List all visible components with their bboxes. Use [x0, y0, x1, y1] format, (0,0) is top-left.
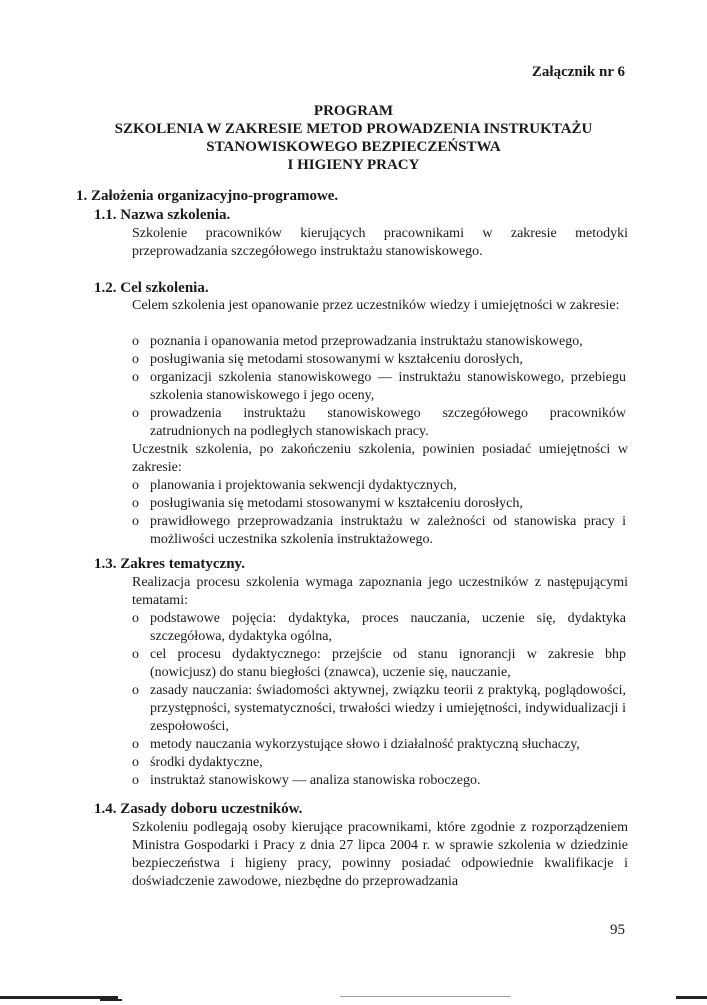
- scan-edge-mark: [676, 996, 707, 999]
- bullet-icon: o: [132, 478, 139, 493]
- section-1-2-intro: Celem szkolenia jest opanowanie przez uczestników wiedzy i umiejętności w zakresie:: [132, 298, 620, 313]
- section-1-2-intro-2: Uczestnik szkolenia, po zakończeniu szkolenia, powinien posiadać umiejętności w zakresie:: [132, 442, 628, 475]
- list-item: o poznania i opanowania metod przeprowadzania instruktażu stanowiskowego,: [132, 334, 583, 349]
- list-item: o środki dydaktyczne,: [132, 755, 263, 770]
- section-1-heading: 1. Założenia organizacyjno-programowe.: [76, 188, 339, 204]
- bullet-icon: o: [132, 737, 139, 752]
- list-item: o organizacji szkolenia stanowiskowego — instruktażu stanowiskowego, przebiegu szkolenia stanowiskowego i jego oceny,: [132, 370, 626, 403]
- section-1-1-text: Szkolenie pracowników kierujących pracownikami w zakresie metodyki przeprowadzania szczegółowego instruktażu stanowiskowego.: [132, 226, 628, 259]
- bullet-icon: o: [132, 514, 139, 529]
- section-1-3-intro: Realizacja procesu szkolenia wymaga zapoznania jego uczestników z następującymi tematami:: [132, 575, 628, 608]
- list-item: o podstawowe pojęcia: dydaktyka, proces nauczania, uczenie się, dydaktyka szczegółowa, dydaktyka ogólna,: [132, 611, 626, 644]
- list-item: o prawidłowego przeprowadzania instruktażu w zależności od stanowiska pracy i możliwości uczestnika szkolenia instruktażowego.: [132, 514, 626, 547]
- section-1-2-heading: 1.2. Cel szkolenia.: [94, 280, 209, 296]
- title-line-3: STANOWISKOWEGO BEZPIECZEŃSTWA: [206, 139, 501, 155]
- scan-edge-mark: [100, 999, 122, 1001]
- page-number: 95: [610, 922, 625, 938]
- section-1-1-heading: 1.1. Nazwa szkolenia.: [94, 207, 231, 223]
- bullet-icon: o: [132, 647, 139, 662]
- section-1-4-text: Szkoleniu podlegają osoby kierujące pracownikami, które zgodnie z rozporządzeniem Ministra Gospodarki i Pracy z dnia 27 lipca 2004 r. w sprawie szkolenia w dziedzinie bezpieczeństwa i higieny pracy, powinny posiadać odpowiednie kwalifikacje i doświadczenie zawodowe, niezbędne do przeprowadzania: [132, 820, 628, 889]
- list-item: o cel procesu dydaktycznego: przejście od stanu ignorancji w zakresie bhp (nowicjusz) do stanu biegłości (znawca), uczenie się, nauczanie,: [132, 647, 626, 680]
- scan-edge-mark: [340, 996, 510, 997]
- title-line-4: I HIGIENY PRACY: [287, 157, 420, 173]
- section-1-3-heading: 1.3. Zakres tematyczny.: [94, 556, 245, 572]
- list-item: o prowadzenia instruktażu stanowiskowego szczegółowego pracowników zatrudnionych na podległych stanowiskach pracy.: [132, 406, 626, 439]
- list-item: o posługiwania się metodami stosowanymi w kształceniu dorosłych,: [132, 496, 523, 511]
- list-item: o metody nauczania wykorzystujące słowo i działalność praktyczną słuchaczy,: [132, 737, 580, 752]
- bullet-icon: o: [132, 334, 139, 349]
- bullet-icon: o: [132, 773, 139, 788]
- bullet-icon: o: [132, 406, 139, 421]
- list-item: o zasady nauczania: świadomości aktywnej, związku teorii z praktyką, poglądowości, przystępności, systematyczności, trwałości wiedzy i umiejętności, indywidualizacji i zespołowości,: [132, 683, 626, 734]
- annex-label: Załącznik nr 6: [531, 64, 625, 80]
- bullet-icon: o: [132, 611, 139, 626]
- section-1-4-heading: 1.4. Zasady doboru uczestników.: [94, 801, 303, 817]
- title-line-2: SZKOLENIA W ZAKRESIE METOD PROWADZENIA INSTRUKTAŻU: [114, 121, 593, 137]
- list-item: o planowania i projektowania sekwencji dydaktycznych,: [132, 478, 457, 493]
- title-line-1: PROGRAM: [313, 103, 394, 119]
- bullet-icon: o: [132, 352, 139, 367]
- bullet-icon: o: [132, 496, 139, 511]
- bullet-icon: o: [132, 370, 139, 385]
- list-item: o instruktaż stanowiskowy — analiza stanowiska roboczego.: [132, 773, 481, 788]
- bullet-icon: o: [132, 683, 139, 698]
- bullet-icon: o: [132, 755, 139, 770]
- list-item: o posługiwania się metodami stosowanymi w kształceniu dorosłych,: [132, 352, 523, 367]
